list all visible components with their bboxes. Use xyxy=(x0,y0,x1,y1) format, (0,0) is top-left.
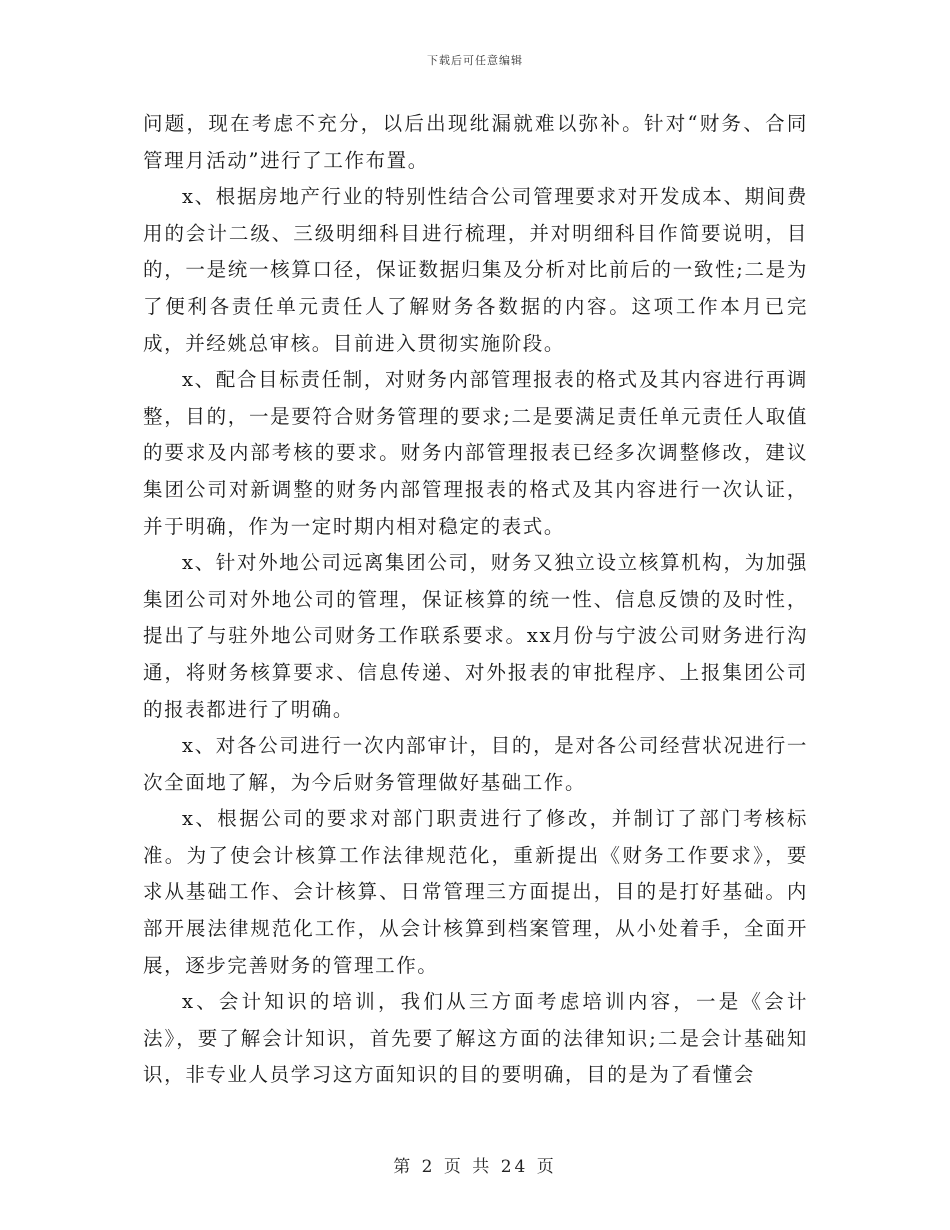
paragraph-5: x、对各公司进行一次内部审计，目的，是对各公司经营状况进行一次全面地了解，为今后财务管理做好基础工作。 xyxy=(143,734,808,794)
page-header: 下载后可任意编辑 xyxy=(427,54,523,67)
paragraph-4: x、针对外地公司远离集团公司，财务又独立设立核算机构，为加强集团公司对外地公司的管理，保证核算的统一性、信息反馈的及时性，提出了与驻外地公司财务工作联系要求。xx月份与宁波公司财务进行沟通，将财务核算要求、信息传递、对外报表的审批程序、上报集团公司的报表都进行了明确。 xyxy=(143,551,808,721)
document-body xyxy=(143,106,808,1094)
paragraph-2: x、根据房地产行业的特别性结合公司管理要求对开发成本、期间费用的会计二级、三级明细科目进行梳理，并对明细科目作简要说明，目的，一是统一核算口径，保证数据归集及分析对比前后的一致性;二是为了便利各责任单元责任人了解财务各数据的内容。这项工作本月已完成，并经姚总审核。目前进入贯彻实施阶段。 xyxy=(143,185,808,355)
paragraph-3: x、配合目标责任制，对财务内部管理报表的格式及其内容进行再调整，目的，一是要符合财务管理的要求;二是要满足责任单元责任人取值的要求及内部考核的要求。财务内部管理报表已经多次调整修改，建议集团公司对新调整的财务内部管理报表的格式及其内容进行一次认证，并于明确，作为一定时期内相对稳定的表式。 xyxy=(143,368,808,538)
paragraph-7: x、会计知识的培训，我们从三方面考虑培训内容，一是《会计法》，要了解会计知识，首先要了解这方面的法律知识;二是会计基础知识，非专业人员学习这方面知识的目的要明确，目的是为了看懂会 xyxy=(143,990,808,1087)
paragraph-1: 问题，现在考虑不充分，以后出现纰漏就难以弥补。针对“财务、合同管理月活动”进行了工作布置。 xyxy=(143,112,808,172)
page-number-footer: 第 2 页 共 24 页 xyxy=(393,1157,557,1177)
paragraph-6: x、根据公司的要求对部门职责进行了修改，并制订了部门考核标准。为了使会计核算工作法律规范化，重新提出《财务工作要求》，要求从基础工作、会计核算、日常管理三方面提出，目的是打好基础。内部开展法律规范化工作，从会计核算到档案管理，从小处着手，全面开展，逐步完善财务的管理工作。 xyxy=(143,807,808,977)
